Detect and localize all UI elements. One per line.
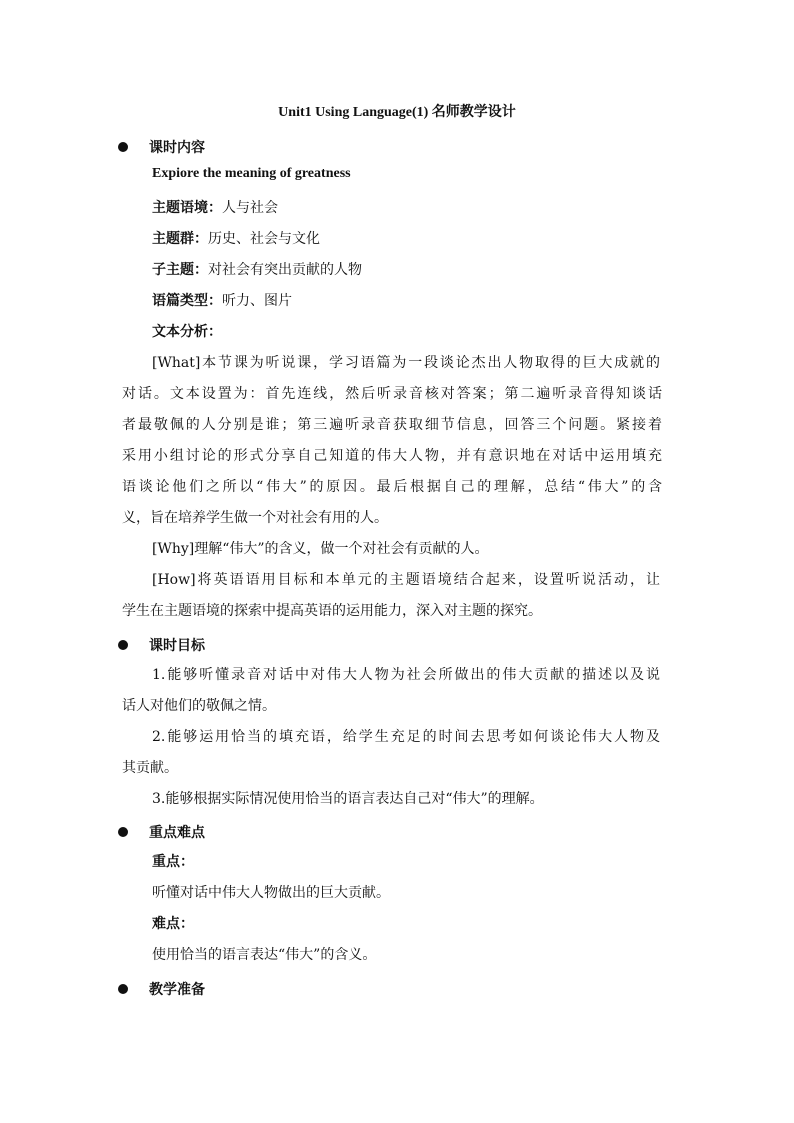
bullet-dot-icon: [118, 640, 128, 650]
bullet-dot-icon: [118, 984, 128, 994]
explore-line: Expiore the meaning of greatness: [152, 166, 351, 181]
how-paragraph-line: [How]将英语语用目标和本单元的主题语境结合起来，设置听说活动，让: [152, 572, 660, 588]
key-point-label: 重点：: [152, 854, 194, 870]
goal-line: 其贡献。: [122, 760, 178, 776]
what-paragraph-line: 对话。文本设置为：首先连线，然后听录音核对答案；第二遍听录音得知谈话: [122, 386, 662, 402]
document-page: Unit1 Using Language(1) 名师教学设计 课时内容 Expiore the meaning of greatness 主题语境：人与社会 主题群：历史、社会与文化 子主题：对社会有突出贡献的人物 语篇类型：听力、图片 文本分析： [What]本节课为听说课，学习语篇为一段谈论杰出人物取得的巨大成就的 对话。文本设置为：首先连线，然后听录音核对答案；第二遍听录音得知谈话 者最敬佩的人分别是谁；第三遍听录音获取细节信息，回答三个问题。紧接着 采用小组讨论的形式分享自己知道的伟大人物，并有意识地在对话中运用填充 语谈论他们之所以“伟大”的原因。最后根据自己的理解，总结“伟大”的含 义，旨在培养学生做一个对社会有用的人。 [Why]理解“伟大”的含义，做一个对社会有贡献的人。 [How]将英语语用目标和本单元的主题语境结合起来，设置听说活动，让 学生在主题语境的探索中提高英语的运用能力，深入对主题的探究。 课时目标 1.能够听懂录音对话中对伟大人物为社会所做出的伟大贡献的描述以及说 话人对他们的敬佩之情。 2.能够运用恰当的填充语，给学生充足的时间去思考如何谈论伟大人物及 其贡献。 3.能够根据实际情况使用恰当的语言表达自己对“伟大”的理解。 重点难点 重点： 听懂对话中伟大人物做出的巨大贡献。 难点： 使用恰当的语言表达“伟大”的含义。 教学准备: [0, 0, 794, 1123]
theme-group-line: 主题群：历史、社会与文化: [152, 231, 320, 247]
what-paragraph-line: 义，旨在培养学生做一个对社会有用的人。: [122, 510, 388, 526]
bullet-dot-icon: [118, 142, 128, 152]
key-point-text: 听懂对话中伟大人物做出的巨大贡献。: [152, 885, 390, 901]
goal-line: 3.能够根据实际情况使用恰当的语言表达自己对“伟大”的理解。: [152, 791, 544, 807]
goal-line: 话人对他们的敬佩之情。: [122, 698, 276, 714]
goal-line: 1.能够听懂录音对话中对伟大人物为社会所做出的伟大贡献的描述以及说: [152, 667, 660, 683]
difficulty-text: 使用恰当的语言表达“伟大”的含义。: [152, 947, 377, 963]
what-paragraph-line: 者最敬佩的人分别是谁；第三遍听录音获取细节信息，回答三个问题。紧接着: [122, 417, 662, 433]
what-paragraph-line: [What]本节课为听说课，学习语篇为一段谈论杰出人物取得的巨大成就的: [152, 355, 660, 371]
what-paragraph-line: 语谈论他们之所以“伟大”的原因。最后根据自己的理解，总结“伟大”的含: [122, 479, 662, 495]
how-paragraph-line: 学生在主题语境的探索中提高英语的运用能力，深入对主题的探究。: [122, 603, 542, 619]
bullet-dot-icon: [118, 827, 128, 837]
document-title: Unit1 Using Language(1) 名师教学设计: [278, 105, 516, 120]
theme-context-line: 主题语境：人与社会: [152, 200, 278, 216]
difficulty-label: 难点：: [152, 916, 194, 932]
why-paragraph-line: [Why]理解“伟大”的含义，做一个对社会有贡献的人。: [152, 541, 489, 557]
text-type-line: 语篇类型：听力、图片: [152, 293, 292, 309]
text-analysis-label: 文本分析：: [152, 324, 222, 340]
sub-theme-line: 子主题：对社会有突出贡献的人物: [152, 262, 362, 278]
what-paragraph-line: 采用小组讨论的形式分享自己知道的伟大人物，并有意识地在对话中运用填充: [122, 448, 662, 464]
goal-line: 2.能够运用恰当的填充语，给学生充足的时间去思考如何谈论伟大人物及: [152, 729, 660, 745]
